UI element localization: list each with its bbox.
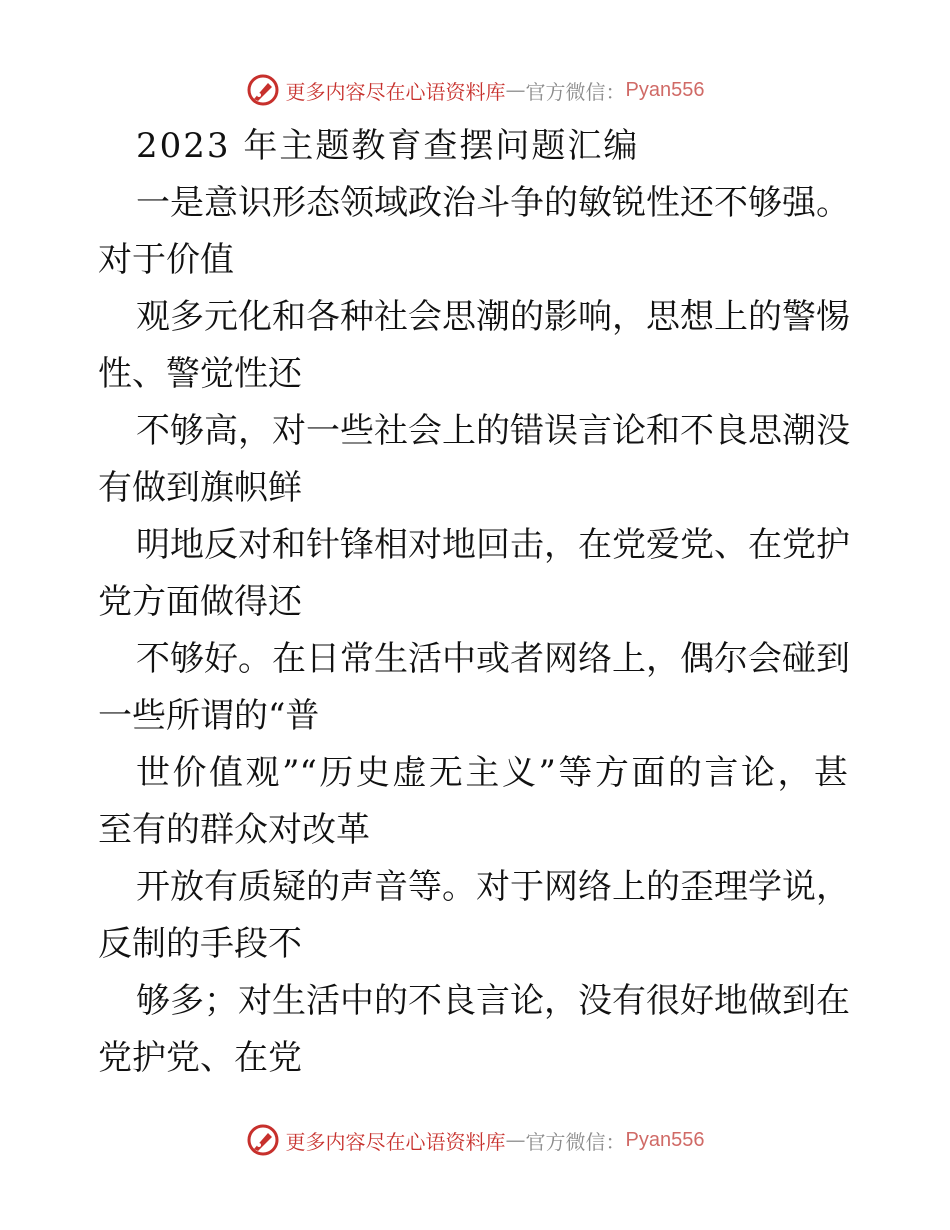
footer-banner-separator: — (505, 1128, 526, 1152)
body-line: 一些所谓的“普 (98, 696, 320, 736)
footer-wechat-id: Pyan556 (625, 1128, 705, 1151)
pen-logo-icon (246, 73, 280, 107)
body-line: 党方面做得还 (98, 582, 302, 622)
footer-banner-text: 更多内容尽在心语资料库 (285, 1129, 506, 1154)
header-banner-text: 更多内容尽在心语资料库 (285, 79, 506, 104)
body-line: 世价值观”“历史虚无主义”等方面的言论，甚 (136, 753, 848, 793)
body-line: 开放有质疑的声音等。对于网络上的歪理学说， (136, 867, 850, 907)
body-line: 够多；对生活中的不良言论，没有很好地做到在 (136, 981, 850, 1021)
header-banner-separator: — (505, 78, 526, 102)
body-line: 性、警觉性还 (98, 354, 302, 394)
body-line: 党护党、在党 (98, 1038, 302, 1078)
header-wechat-id: Pyan556 (625, 78, 705, 101)
body-line: 不够好。在日常生活中或者网络上，偶尔会碰到 (136, 639, 850, 679)
body-line: 反制的手段不 (98, 924, 302, 964)
body-line: 观多元化和各种社会思潮的影响，思想上的警惕 (136, 297, 850, 337)
body-line: 有做到旗帜鲜 (98, 468, 302, 508)
header-wechat-label: 官方微信： (525, 79, 626, 104)
body-line: 不够高，对一些社会上的错误言论和不良思潮没 (136, 411, 850, 451)
pen-logo-icon (246, 1123, 280, 1157)
footer-banner (0, 1120, 950, 1160)
body-line: 一是意识形态领域政治斗争的敏锐性还不够强。 (136, 183, 850, 223)
header-banner (0, 70, 950, 110)
footer-wechat-label: 官方微信： (525, 1129, 626, 1154)
document-title: 2023 年主题教育查摆问题汇编 (136, 126, 640, 166)
body-line: 至有的群众对改革 (98, 810, 370, 850)
body-line: 明地反对和针锋相对地回击，在党爱党、在党护 (136, 525, 850, 565)
body-line: 对于价值 (98, 240, 234, 280)
